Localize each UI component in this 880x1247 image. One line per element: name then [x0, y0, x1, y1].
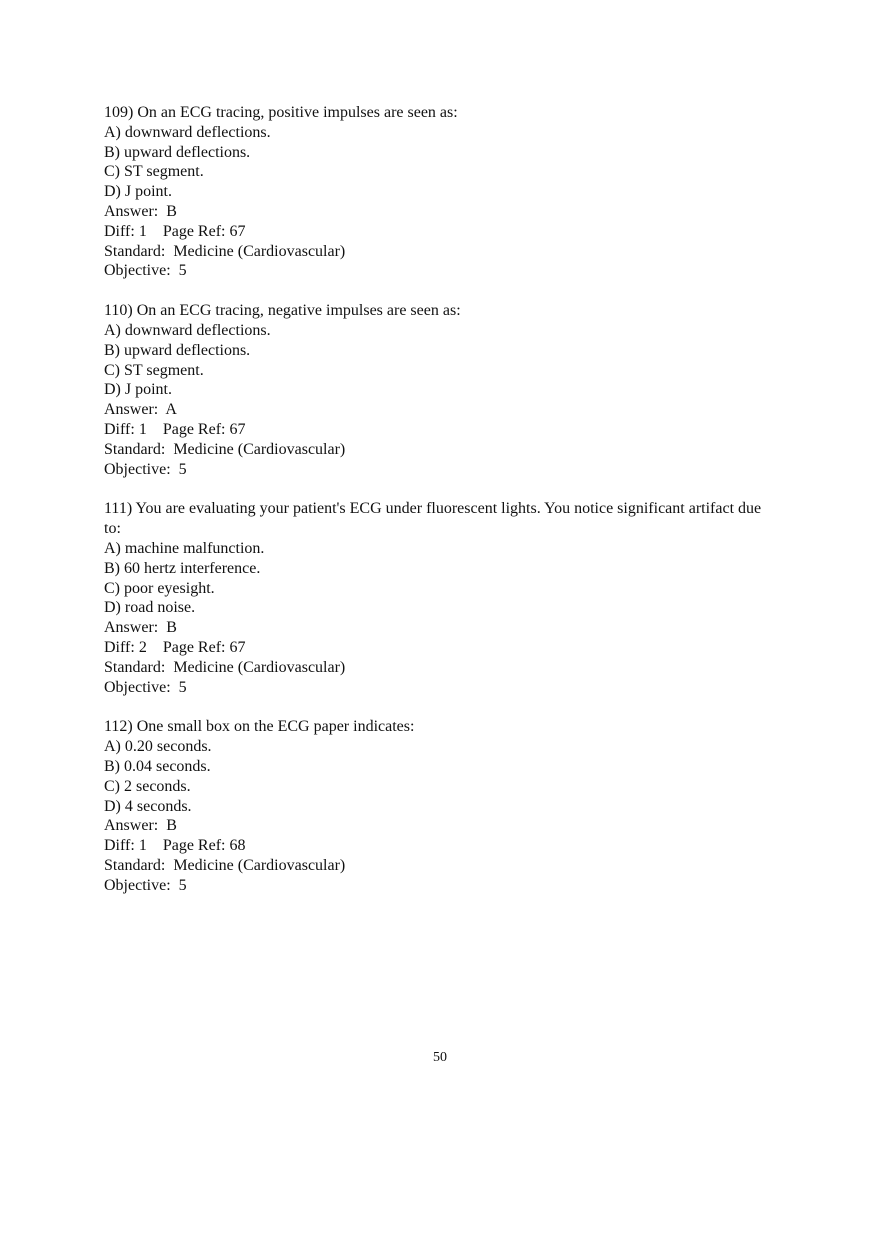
- option-d: D) J point.: [104, 381, 172, 399]
- difficulty-page-ref: Diff: 1 Page Ref: 68: [104, 837, 246, 855]
- option-c: C) poor eyesight.: [104, 579, 215, 597]
- standard: Standard: Medicine (Cardiovascular): [104, 658, 346, 676]
- option-b: B) 60 hertz interference.: [104, 559, 261, 577]
- objective: Objective: 5: [104, 876, 187, 894]
- option-b: B) upward deflections.: [104, 143, 251, 161]
- page-number: 50: [433, 1050, 447, 1065]
- objective: Objective: 5: [104, 678, 187, 696]
- option-d: D) 4 seconds.: [104, 797, 192, 815]
- option-a: A) 0.20 seconds.: [104, 738, 212, 756]
- option-d: D) J point.: [104, 183, 172, 201]
- question-stem: 110) On an ECG tracing, negative impulses are seen as:: [104, 302, 461, 320]
- option-a: A) downward deflections.: [104, 123, 271, 141]
- option-d: D) road noise.: [104, 599, 196, 617]
- standard: Standard: Medicine (Cardiovascular): [104, 242, 346, 260]
- question-110: [104, 301, 764, 479]
- question-112: [104, 717, 764, 895]
- option-a: A) machine malfunction.: [104, 539, 265, 557]
- option-c: C) ST segment.: [104, 361, 204, 379]
- difficulty-page-ref: Diff: 2 Page Ref: 67: [104, 638, 246, 656]
- objective: Objective: 5: [104, 262, 187, 280]
- difficulty-page-ref: Diff: 1 Page Ref: 67: [104, 420, 246, 438]
- question-109: [104, 103, 764, 281]
- question-stem: 109) On an ECG tracing, positive impulses are seen as:: [104, 104, 458, 121]
- answer: Answer: B: [104, 202, 177, 220]
- standard: Standard: Medicine (Cardiovascular): [104, 856, 346, 874]
- option-c: C) ST segment.: [104, 163, 204, 181]
- option-b: B) 0.04 seconds.: [104, 757, 211, 775]
- option-b: B) upward deflections.: [104, 341, 251, 359]
- question-111: [104, 499, 764, 697]
- option-c: C) 2 seconds.: [104, 777, 191, 795]
- answer: Answer: B: [104, 619, 177, 637]
- difficulty-page-ref: Diff: 1 Page Ref: 67: [104, 222, 246, 240]
- option-a: A) downward deflections.: [104, 321, 271, 339]
- question-stem: 111) You are evaluating your patient's ECG under fluorescent lights. You notice significant artifact due to:: [104, 500, 762, 538]
- answer: Answer: B: [104, 817, 177, 835]
- standard: Standard: Medicine (Cardiovascular): [104, 440, 346, 458]
- question-list: [104, 103, 764, 915]
- objective: Objective: 5: [104, 460, 187, 478]
- answer: Answer: A: [104, 401, 177, 419]
- question-stem: 112) One small box on the ECG paper indicates:: [104, 718, 415, 736]
